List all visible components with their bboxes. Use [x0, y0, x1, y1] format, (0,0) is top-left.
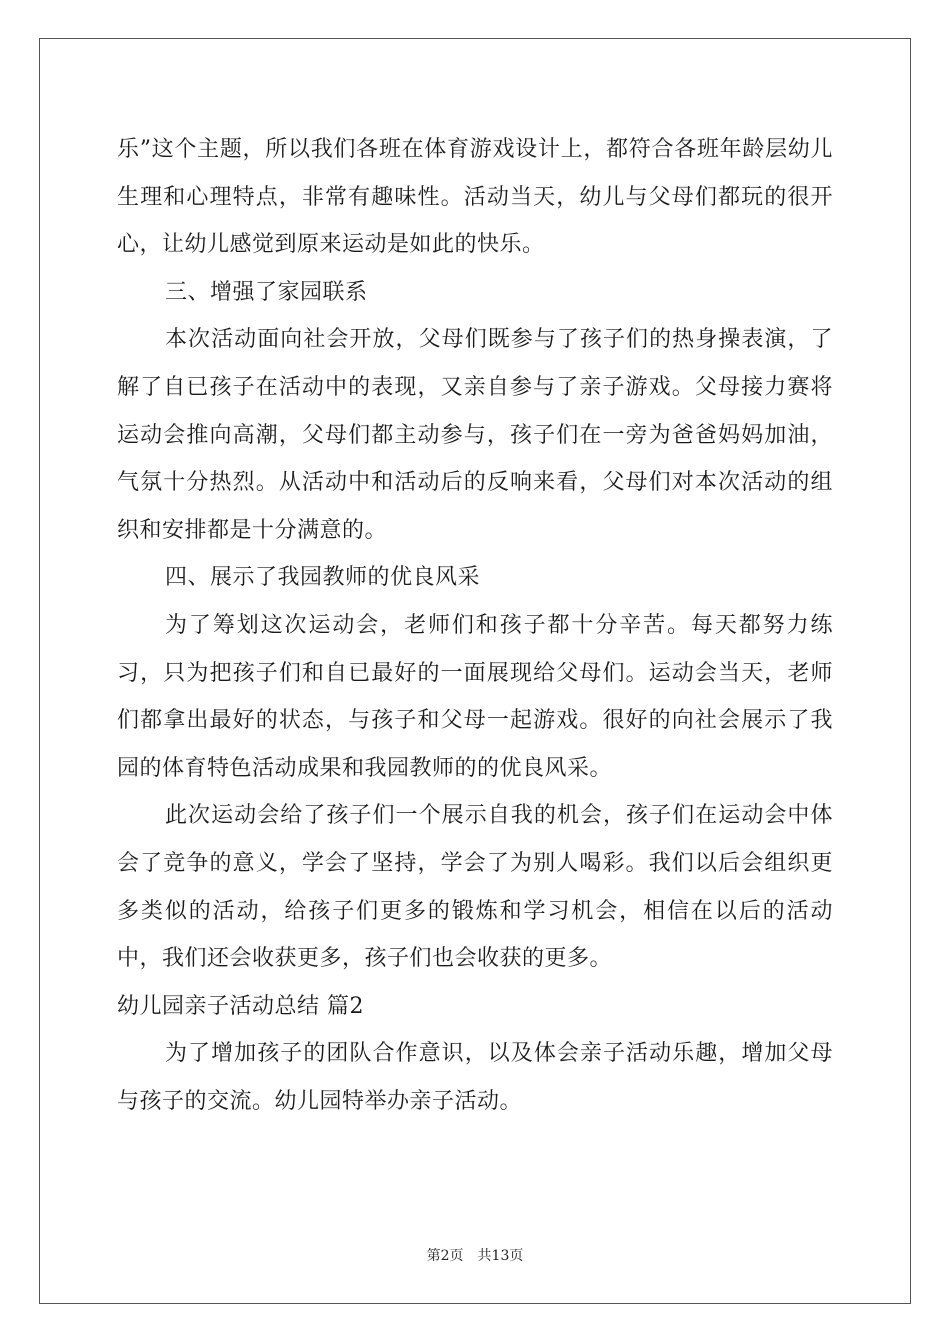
- paragraph-continuation: 乐”这个主题，所以我们各班在体育游戏设计上，都符合各班年龄层幼儿生理和心理特点，非常有趣味性。活动当天，幼儿与父母们都玩的很开心，让幼儿感觉到原来运动是如此的快乐。: [117, 137, 833, 258]
- page-number: 第2页: [426, 1248, 464, 1264]
- section-heading-3: 三、增强了家园联系: [165, 279, 368, 305]
- paragraph: 本次活动面向社会开放，父母们既参与了孩子们的热身操表演，了解了自已孩子在活动中的表现，又亲自参与了亲子游戏。父母接力赛将运动会推向高潮，父母们都主动参与，孩子们在一旁为爸爸妈妈加油，气氛十分热烈。从活动中和活动后的反响来看，父母们对本次活动的组织和安排都是十分满意的。: [117, 327, 833, 543]
- document-body: [117, 126, 833, 1125]
- paragraph: 为了筹划这次运动会，老师们和孩子都十分辛苦。每天都努力练习，只为把孩子们和自已最好的一面展现给父母们。运动会当天，老师们都拿出最好的状态，与孩子和父母一起游戏。很好的向社会展示了我园的体育特色活动成果和我园教师的的优良风采。: [117, 612, 833, 781]
- article-title-part-2: 幼儿园亲子活动总结 篇2: [117, 993, 364, 1019]
- page-footer: [0, 1245, 950, 1265]
- page-total: 共13页: [477, 1248, 524, 1264]
- section-heading-4: 四、展示了我园教师的优良风采: [165, 565, 481, 591]
- paragraph: 为了增加孩子的团队合作意识，以及体会亲子活动乐趣，增加父母与孩子的交流。幼儿园特举办亲子活动。: [117, 1041, 833, 1114]
- paragraph: 此次运动会给了孩子们一个展示自我的机会，孩子们在运动会中体会了竞争的意义，学会了坚持，学会了为别人喝彩。我们以后会组织更多类似的活动，给孩子们更多的锻炼和学习机会，相信在以后的活动中，我们还会收获更多，孩子们也会收获的更多。: [117, 803, 833, 972]
